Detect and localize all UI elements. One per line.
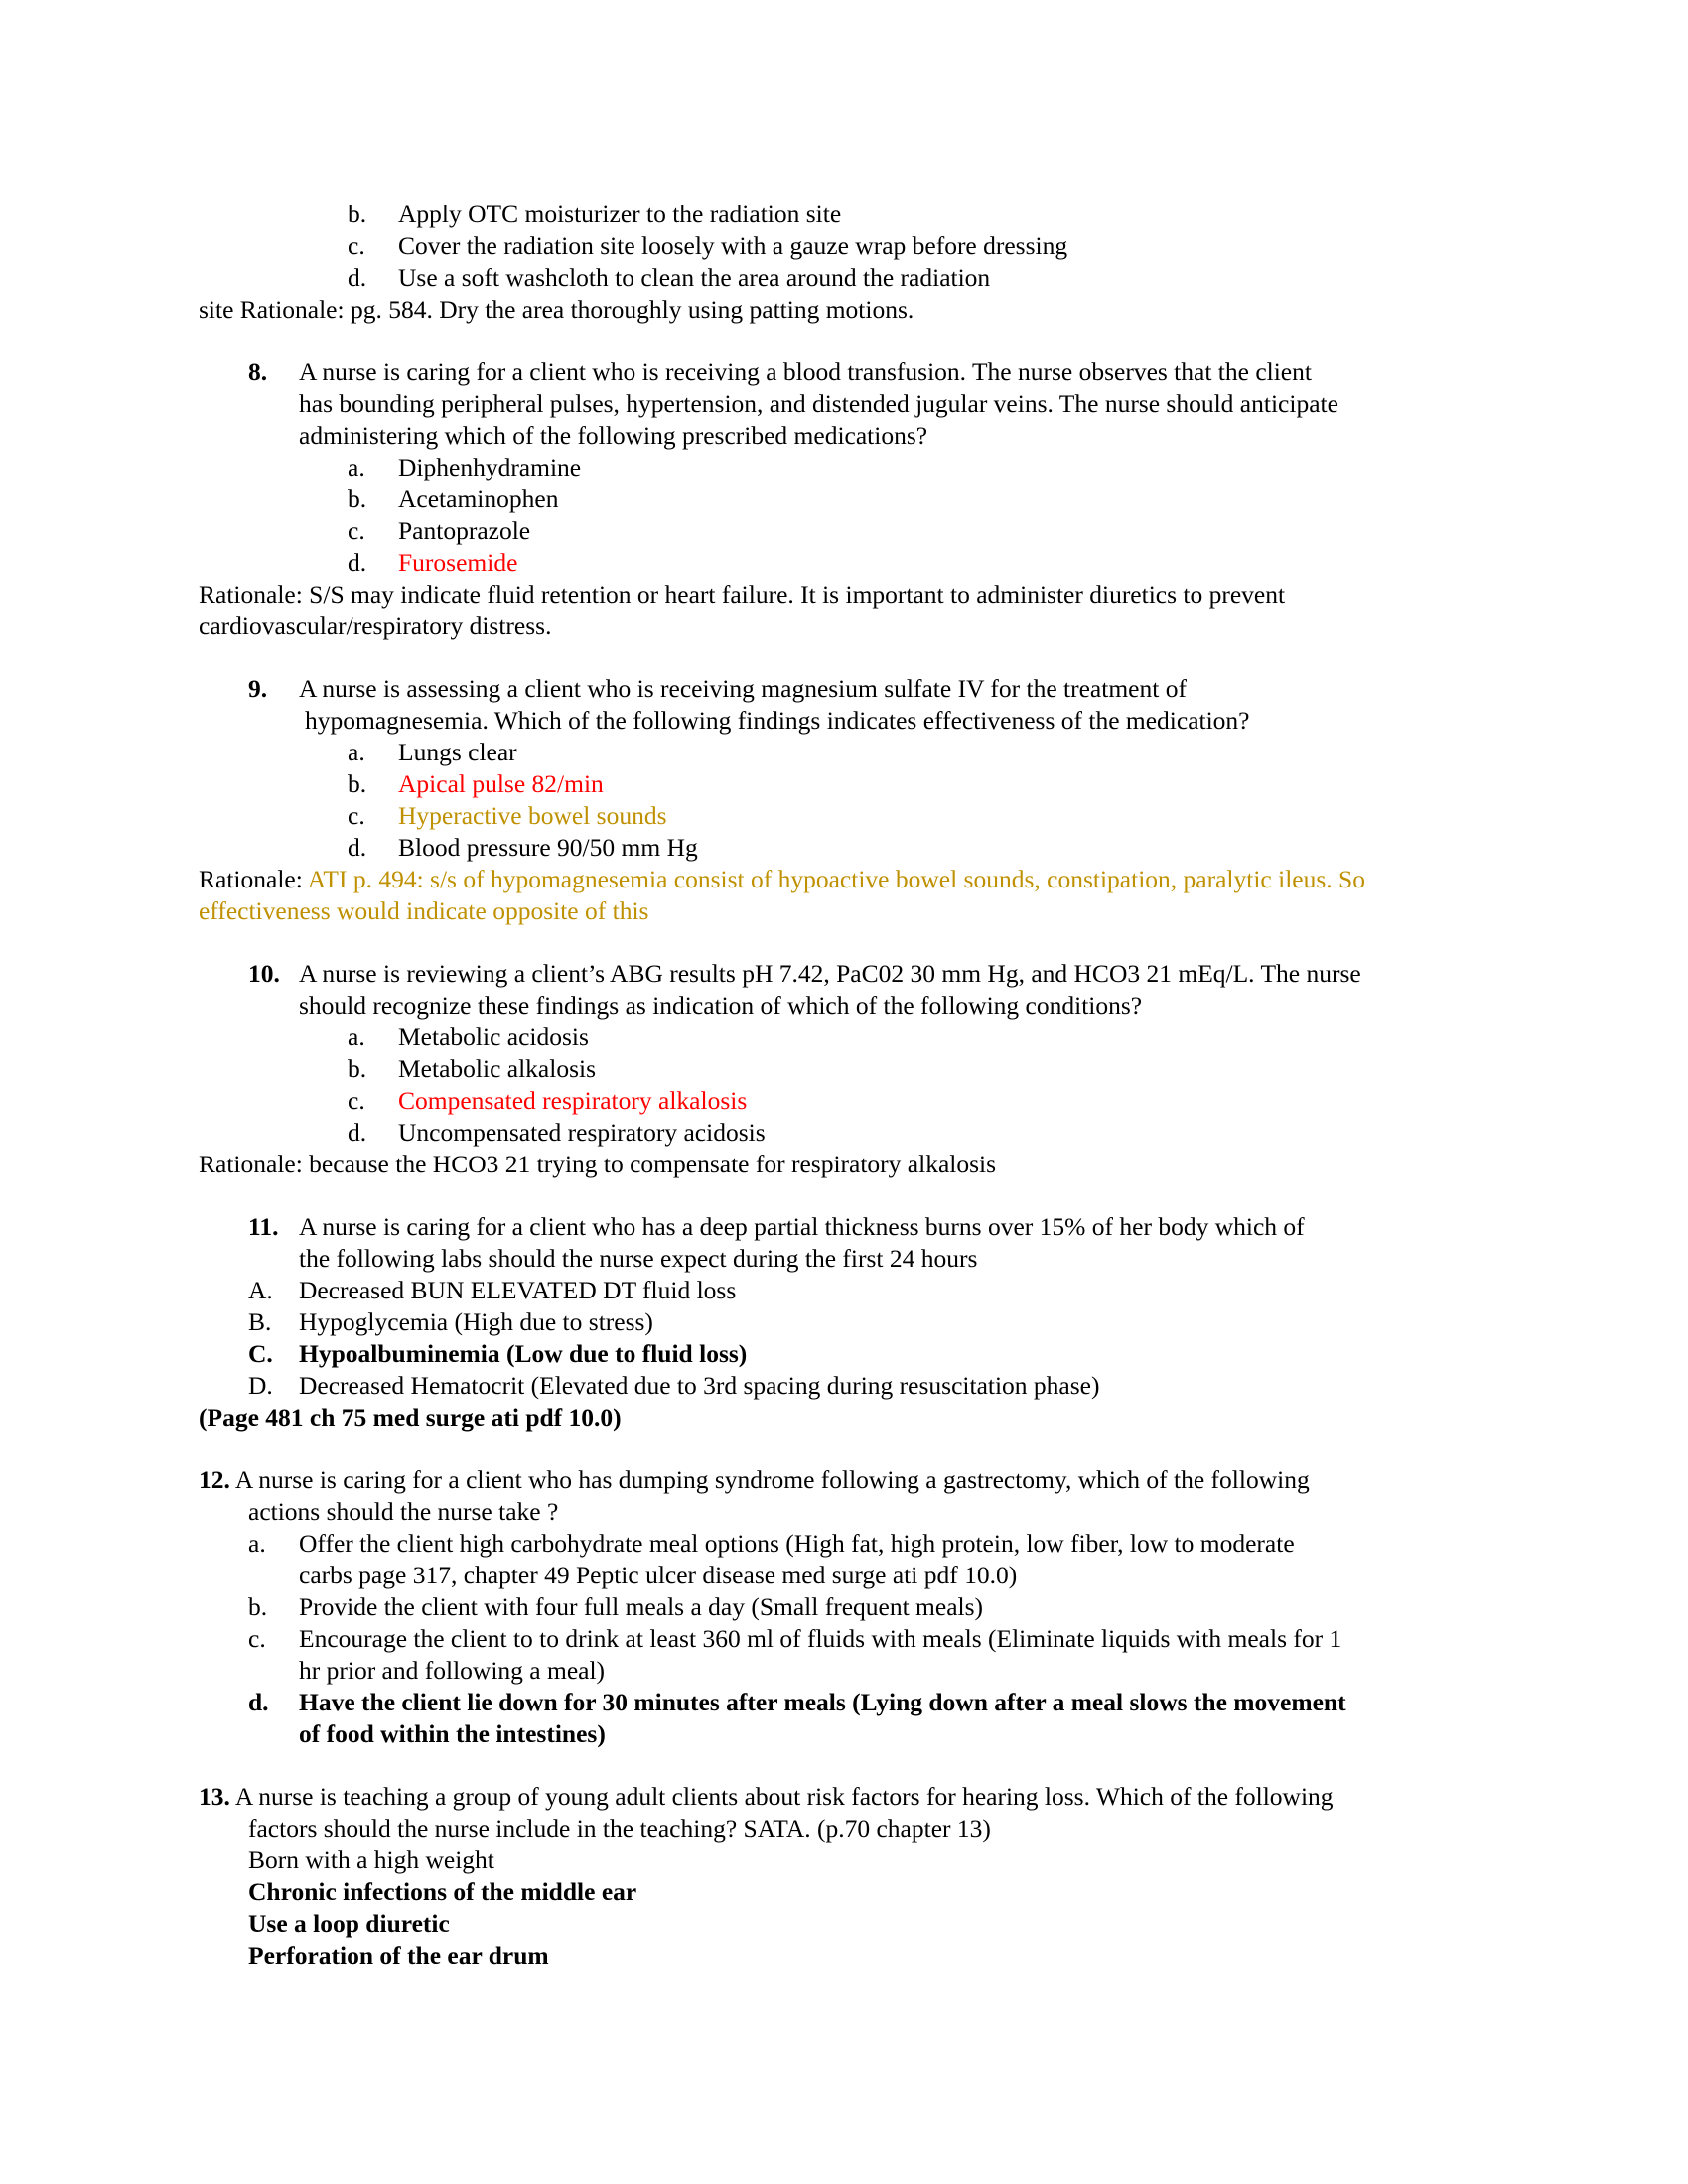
q9-rationale-text: ATI p. 494: s/s of hypomagnesemia consist of hypoactive bowel sounds, constipation, paralytic ileus. So: [307, 865, 1365, 893]
q9-option-b-letter: b.: [348, 769, 367, 798]
q8-option-a: Diphenhydramine: [398, 453, 582, 481]
q10-option-c-letter: c.: [348, 1086, 365, 1115]
q9-option-c-letter: c.: [348, 801, 365, 830]
q8-option-d-letter: d.: [348, 548, 367, 577]
q10-option-b: Metabolic alkalosis: [398, 1054, 596, 1083]
q8-option-c: Pantoprazole: [398, 516, 531, 545]
q7-option-c-letter: c.: [348, 231, 365, 260]
q11-stem-line-1: A nurse is caring for a client who has a deep partial thickness burns over 15% of her body which of: [299, 1212, 1305, 1241]
q12-option-d-correct-line-1: Have the client lie down for 30 minutes after meals (Lying down after a meal slows the movement: [299, 1688, 1346, 1716]
q13-option-3-correct: Use a loop diuretic: [248, 1909, 450, 1938]
q12-stem-line-2: actions should the nurse take ?: [248, 1497, 559, 1526]
q7-option-b: Apply OTC moisturizer to the radiation site: [398, 200, 842, 228]
q9-option-a: Lungs clear: [398, 738, 517, 766]
q12-stem-text: A nurse is caring for a client who has dumping syndrome following a gastrectomy, which of the following: [234, 1465, 1310, 1494]
q9-rationale-line-2: effectiveness would indicate opposite of this: [199, 896, 649, 925]
q12-option-c-line-2: hr prior and following a meal): [299, 1656, 606, 1685]
q11-number: 11.: [248, 1212, 279, 1241]
q9-rationale-line-1: [199, 864, 1365, 895]
q7-option-d: Use a soft washcloth to clean the area around the radiation: [398, 263, 991, 292]
q8-option-b: Acetaminophen: [398, 484, 559, 513]
q9-rationale-label: Rationale:: [199, 865, 303, 893]
q8-rationale-line-2: cardiovascular/respiratory distress.: [199, 612, 552, 640]
q13-number: 13.: [199, 1782, 230, 1811]
q12-option-a-letter: a.: [248, 1529, 266, 1558]
q9-number: 9.: [248, 674, 268, 703]
q9-stem-line-1: A nurse is assessing a client who is receiving magnesium sulfate IV for the treatment of: [299, 674, 1187, 703]
q13-stem-text: A nurse is teaching a group of young adult clients about risk factors for hearing loss. Which of the following: [234, 1782, 1334, 1811]
q12-option-a-line-2: carbs page 317, chapter 49 Peptic ulcer disease med surge ati pdf 10.0): [299, 1561, 1018, 1589]
q13-option-1: Born with a high weight: [248, 1845, 494, 1874]
q12-option-d-letter: d.: [248, 1688, 269, 1716]
q13-option-4-correct: Perforation of the ear drum: [248, 1941, 549, 1970]
q10-stem-line-2: should recognize these findings as indication of which of the following conditions?: [299, 991, 1143, 1020]
q9-option-d-letter: d.: [348, 833, 367, 862]
q11-option-d-letter: D.: [248, 1371, 273, 1400]
q8-option-d-correct: Furosemide: [398, 548, 518, 577]
q11-option-d: Decreased Hematocrit (Elevated due to 3rd spacing during resuscitation phase): [299, 1371, 1100, 1400]
q11-reference: (Page 481 ch 75 med surge ati pdf 10.0): [199, 1403, 622, 1432]
q10-option-d-letter: d.: [348, 1118, 367, 1147]
q8-option-a-letter: a.: [348, 453, 365, 481]
q8-option-c-letter: c.: [348, 516, 365, 545]
q12-option-d-correct-line-2: of food within the intestines): [299, 1719, 606, 1748]
q9-option-d: Blood pressure 90/50 mm Hg: [398, 833, 698, 862]
q11-option-b-letter: B.: [248, 1307, 272, 1336]
q12-option-a-line-1: Offer the client high carbohydrate meal options (High fat, high protein, low fiber, low to moderate: [299, 1529, 1295, 1558]
q10-rationale: Rationale: because the HCO3 21 trying to compensate for respiratory alkalosis: [199, 1150, 997, 1178]
q8-number: 8.: [248, 357, 268, 386]
q8-option-b-letter: b.: [348, 484, 367, 513]
q10-option-c-correct: Compensated respiratory alkalosis: [398, 1086, 748, 1115]
q7-rationale: site Rationale: pg. 584. Dry the area thoroughly using patting motions.: [199, 295, 914, 324]
q11-option-c-letter: C.: [248, 1339, 273, 1368]
q10-option-d: Uncompensated respiratory acidosis: [398, 1118, 766, 1147]
q10-number: 10.: [248, 959, 280, 988]
q7-option-b-letter: b.: [348, 200, 367, 228]
q10-option-b-letter: b.: [348, 1054, 367, 1083]
q11-stem-line-2: the following labs should the nurse expect during the first 24 hours: [299, 1244, 978, 1273]
q12-option-c-line-1: Encourage the client to to drink at least 360 ml of fluids with meals (Eliminate liquids with meals for 1: [299, 1624, 1342, 1653]
q10-option-a: Metabolic acidosis: [398, 1023, 589, 1051]
q7-option-d-letter: d.: [348, 263, 367, 292]
q12-option-b: Provide the client with four full meals a day (Small frequent meals): [299, 1592, 984, 1621]
q13-stem-line-2: factors should the nurse include in the teaching? SATA. (p.70 chapter 13): [248, 1814, 991, 1843]
q12-number: 12.: [199, 1465, 230, 1494]
q8-stem-line-3: administering which of the following prescribed medications?: [299, 421, 928, 450]
q11-option-a-letter: A.: [248, 1276, 273, 1304]
q11-option-c-correct: Hypoalbuminemia (Low due to fluid loss): [299, 1339, 748, 1368]
q12-stem-line-1: [199, 1464, 1310, 1496]
q8-stem-line-2: has bounding peripheral pulses, hypertension, and distended jugular veins. The nurse should anticipate: [299, 389, 1338, 418]
q9-option-b-correct: Apical pulse 82/min: [398, 769, 604, 798]
q13-stem-line-1: [199, 1781, 1334, 1813]
q7-option-c: Cover the radiation site loosely with a gauze wrap before dressing: [398, 231, 1068, 260]
q9-stem-line-2: hypomagnesemia. Which of the following findings indicates effectiveness of the medication?: [305, 706, 1250, 735]
q10-stem-line-1: A nurse is reviewing a client’s ABG results pH 7.42, PaC02 30 mm Hg, and HCO3 21 mEq/L. The nurse: [299, 959, 1361, 988]
q13-option-2-correct: Chronic infections of the middle ear: [248, 1877, 637, 1906]
q9-option-c: Hyperactive bowel sounds: [398, 801, 667, 830]
q10-option-a-letter: a.: [348, 1023, 365, 1051]
q12-option-c-letter: c.: [248, 1624, 266, 1653]
q11-option-b: Hypoglycemia (High due to stress): [299, 1307, 653, 1336]
q12-option-b-letter: b.: [248, 1592, 268, 1621]
q9-option-a-letter: a.: [348, 738, 365, 766]
q11-option-a: Decreased BUN ELEVATED DT fluid loss: [299, 1276, 737, 1304]
q8-stem-line-1: A nurse is caring for a client who is receiving a blood transfusion. The nurse observes that the client: [299, 357, 1312, 386]
q8-rationale-line-1: Rationale: S/S may indicate fluid retention or heart failure. It is important to administer diuretics to prevent: [199, 580, 1286, 609]
